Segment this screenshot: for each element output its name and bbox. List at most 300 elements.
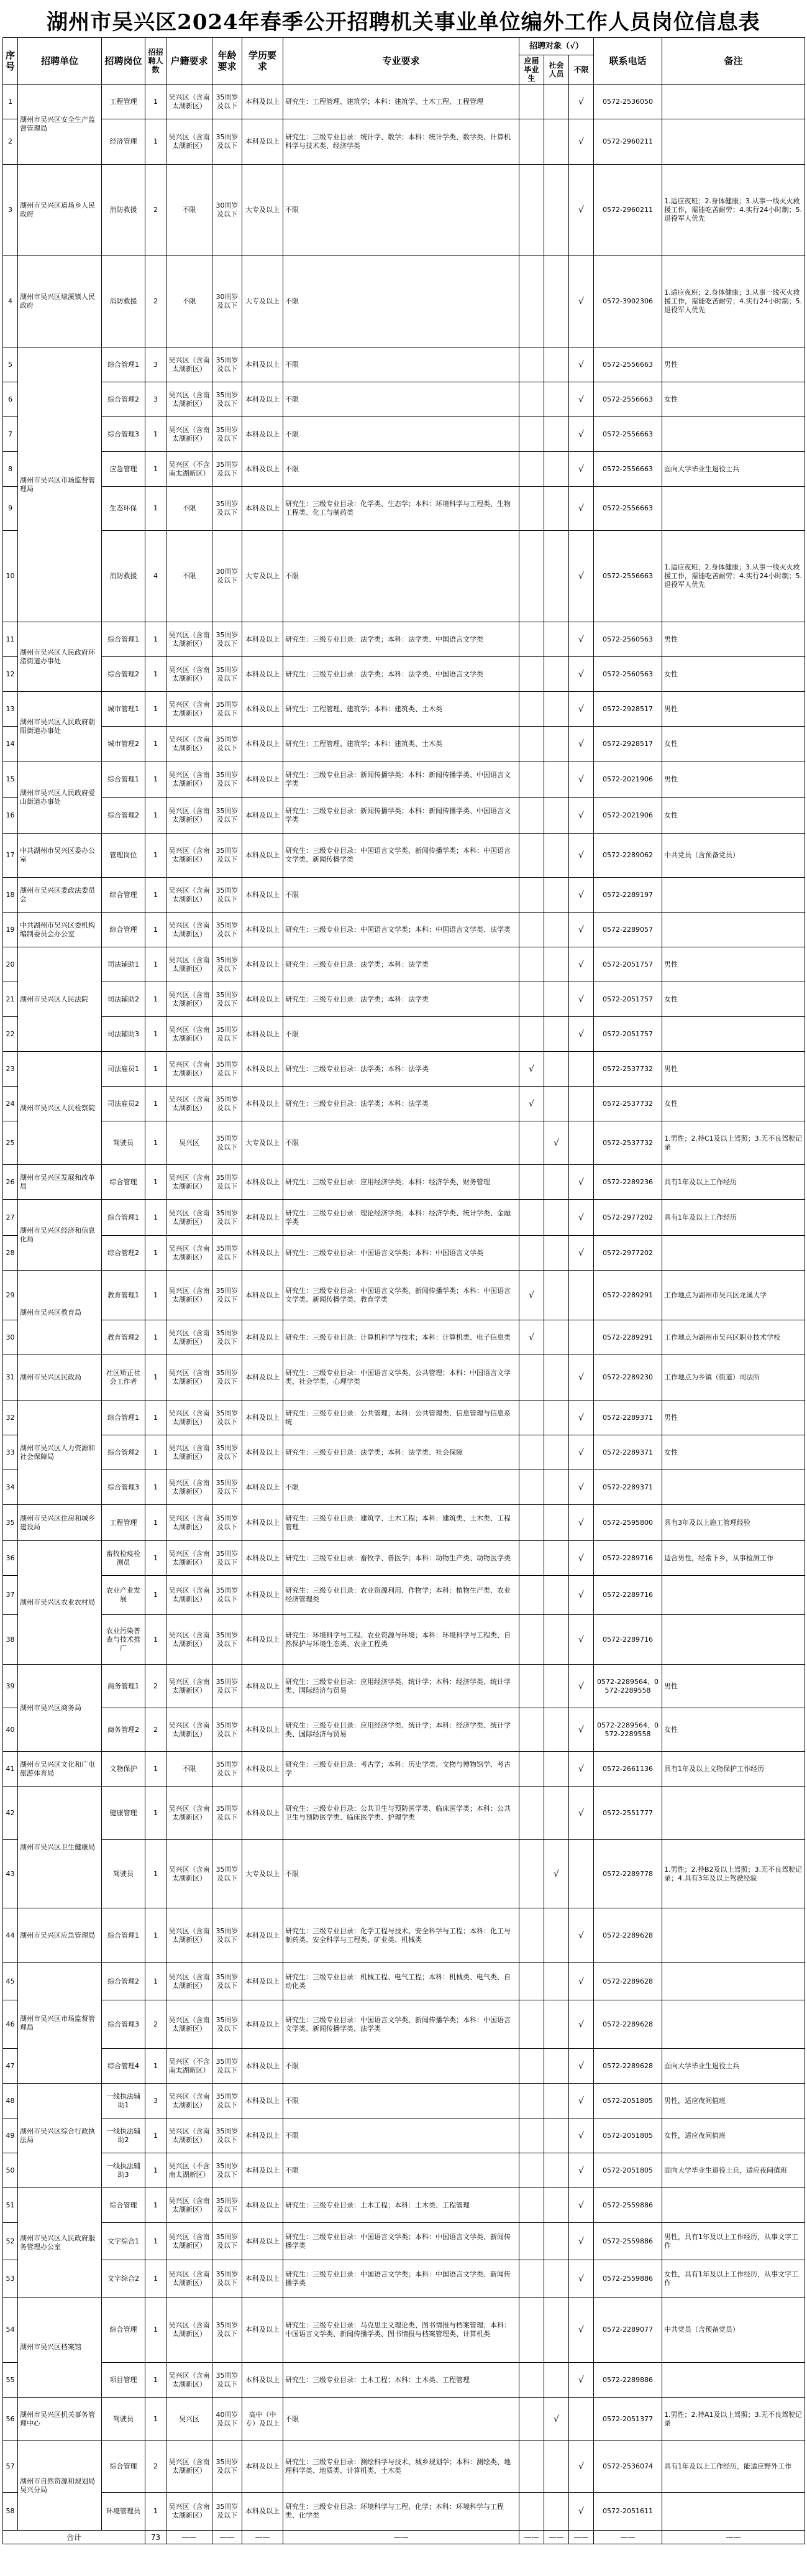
row-grad-check: √ <box>519 1087 544 1121</box>
row-hukou: 吴兴区（含南太湖新区） <box>166 2223 212 2260</box>
row-unlimited-check: √ <box>569 1470 594 1505</box>
row-edu: 本科及以上 <box>242 622 283 657</box>
total-row <box>3 2531 805 2544</box>
row-grad-check <box>519 1505 544 1541</box>
row-phone: 0572-2289628 <box>594 1908 662 1963</box>
row-age: 35周岁及以下 <box>212 1752 242 1787</box>
table-row <box>3 1708 805 1752</box>
row-edu: 本科及以上 <box>242 2493 283 2531</box>
row-edu: 本科及以上 <box>242 417 283 452</box>
row-age: 35周岁及以下 <box>212 982 242 1017</box>
row-age: 35周岁及以下 <box>212 2363 242 2398</box>
row-phone: 0572-2977202 <box>594 1236 662 1271</box>
row-num: 1 <box>145 85 166 119</box>
row-major: 研究生：三级专业目录：法学类；本科：法学类 <box>283 1052 519 1087</box>
row-unlimited-check <box>569 1052 594 1087</box>
row-phone: 0572-2595800 <box>594 1505 662 1541</box>
row-hukou: 吴兴区（含南太湖新区） <box>166 417 212 452</box>
row-edu: 本科及以上 <box>242 85 283 119</box>
row-social-check <box>544 1401 569 1435</box>
row-hukou: 吴兴区（含南太湖新区） <box>166 1435 212 1470</box>
row-edu: 本科及以上 <box>242 2363 283 2398</box>
row-phone: 0572-2289564、0572-2289558 <box>594 1665 662 1708</box>
row-remark: 男性 <box>662 622 805 657</box>
row-age: 35周岁及以下 <box>212 382 242 417</box>
table-row <box>3 2000 805 2049</box>
row-grad-check <box>519 1665 544 1708</box>
row-seq: 53 <box>3 2260 18 2298</box>
row-edu: 本科及以上 <box>242 727 283 761</box>
row-edu: 本科及以上 <box>242 2118 283 2153</box>
row-edu: 本科及以上 <box>242 119 283 165</box>
row-edu: 本科及以上 <box>242 1435 283 1470</box>
table-row <box>3 1355 805 1401</box>
row-post: 综合管理 <box>102 2188 145 2223</box>
row-remark: 工作地点为湖州市吴兴区职业技术学校 <box>662 1320 805 1355</box>
row-post: 文字综合2 <box>102 2260 145 2298</box>
row-age: 35周岁及以下 <box>212 2298 242 2363</box>
row-grad-check <box>519 85 544 119</box>
row-major: 研究生：三级专业目录：法学类；本科：法学类、中国语言文学类 <box>283 657 519 692</box>
row-seq: 2 <box>3 119 18 165</box>
row-social-check <box>544 761 569 798</box>
row-seq: 31 <box>3 1355 18 1401</box>
row-major: 研究生：三级专业目录：法学类；本科：法学类、中国语言文学类 <box>283 622 519 657</box>
row-major: 研究生：三级专业目录：理论经济学类；本科：经济学类、统计学类、金融学类 <box>283 1200 519 1236</box>
row-unlimited-check: √ <box>569 256 594 347</box>
row-seq: 49 <box>3 2118 18 2153</box>
row-grad-check <box>519 382 544 417</box>
row-social-check <box>544 1708 569 1752</box>
row-hukou: 吴兴区（含南太湖新区） <box>166 1787 212 1840</box>
row-social-check <box>544 834 569 878</box>
row-post: 综合管理1 <box>102 1200 145 1236</box>
row-unit: 湖州市吴兴区安全生产监督管理局 <box>18 85 102 165</box>
total-social-dash: —— <box>544 2531 569 2544</box>
row-unit: 湖州市吴兴区人民检察院 <box>18 1052 102 1165</box>
row-hukou: 吴兴区（含南太湖新区） <box>166 1017 212 1052</box>
row-seq: 58 <box>3 2493 18 2531</box>
row-phone: 0572-2960211 <box>594 165 662 256</box>
row-grad-check <box>519 1615 544 1665</box>
row-unlimited-check: √ <box>569 1236 594 1271</box>
row-unit: 湖州市吴兴区卫生健康局 <box>18 1787 102 1908</box>
row-social-check <box>544 256 569 347</box>
row-seq: 44 <box>3 1908 18 1963</box>
row-remark: 具有1年及以上文物保护工作经历 <box>662 1752 805 1787</box>
row-major: 不限 <box>283 1470 519 1505</box>
table-body <box>3 85 805 2544</box>
row-hukou: 吴兴区 <box>166 2398 212 2441</box>
row-seq: 20 <box>3 947 18 982</box>
row-hukou: 吴兴区（含南太湖新区） <box>166 1401 212 1435</box>
row-seq: 27 <box>3 1200 18 1236</box>
row-remark: 女性 <box>662 382 805 417</box>
row-social-check: √ <box>544 1121 569 1165</box>
row-edu: 大专及以上 <box>242 531 283 622</box>
row-remark <box>662 1017 805 1052</box>
row-age: 35周岁及以下 <box>212 1708 242 1752</box>
row-phone: 0572-2021906 <box>594 761 662 798</box>
row-post: 一线执法辅助3 <box>102 2153 145 2188</box>
row-unlimited-check: √ <box>569 1752 594 1787</box>
row-phone: 0572-2536050 <box>594 85 662 119</box>
table-row <box>3 1200 805 1236</box>
row-major: 研究生：三级专业目录：法学类；本科：法学类、社会保障 <box>283 1435 519 1470</box>
row-social-check <box>544 85 569 119</box>
table-row <box>3 452 805 487</box>
row-remark: 女性 <box>662 657 805 692</box>
table-row <box>3 982 805 1017</box>
row-seq: 10 <box>3 531 18 622</box>
row-age: 30周岁及以下 <box>212 256 242 347</box>
total-unl-dash: —— <box>569 2531 594 2544</box>
row-remark <box>662 2188 805 2223</box>
row-post: 一线执法辅助2 <box>102 2118 145 2153</box>
table-row <box>3 878 805 913</box>
row-phone: 0572-2537732 <box>594 1052 662 1087</box>
row-phone: 0572-2051611 <box>594 2493 662 2531</box>
row-social-check <box>544 1787 569 1840</box>
row-num: 1 <box>145 452 166 487</box>
row-unlimited-check: √ <box>569 347 594 382</box>
row-age: 35周岁及以下 <box>212 1963 242 2000</box>
row-phone: 0572-2289077 <box>594 2298 662 2363</box>
row-unlimited-check: √ <box>569 1708 594 1752</box>
row-age: 35周岁及以下 <box>212 2223 242 2260</box>
row-post: 综合管理 <box>102 913 145 947</box>
row-social-check <box>544 1615 569 1665</box>
table-row <box>3 531 805 622</box>
row-major: 研究生：三级专业目录：计算机科学与技术；本科：计算机类、电子信息类 <box>283 1320 519 1355</box>
row-age: 35周岁及以下 <box>212 85 242 119</box>
row-edu: 本科及以上 <box>242 2223 283 2260</box>
row-post: 消防救援 <box>102 256 145 347</box>
row-major: 研究生：三级专业目录：环境科学与工程、化学；本科：环境科学与工程类、化学类 <box>283 2493 519 2531</box>
row-unit: 湖州市吴兴区文化和广电旅游体育局 <box>18 1752 102 1787</box>
row-edu: 本科及以上 <box>242 1708 283 1752</box>
row-grad-check <box>519 1165 544 1200</box>
row-post: 综合管理2 <box>102 1963 145 2000</box>
row-social-check <box>544 1665 569 1708</box>
row-num: 1 <box>145 1615 166 1665</box>
row-phone: 0572-2289057 <box>594 913 662 947</box>
table-row <box>3 1615 805 1665</box>
row-edu: 本科及以上 <box>242 2298 283 2363</box>
row-grad-check <box>519 2188 544 2223</box>
row-social-check <box>544 1087 569 1121</box>
row-major: 不限 <box>283 2153 519 2188</box>
row-remark: 具有1年及以上工作经历 <box>662 1165 805 1200</box>
header-age: 年龄要求 <box>212 38 242 85</box>
row-num: 1 <box>145 761 166 798</box>
row-seq: 43 <box>3 1840 18 1908</box>
row-unlimited-check: √ <box>569 761 594 798</box>
row-edu: 本科及以上 <box>242 487 283 531</box>
row-edu: 本科及以上 <box>242 1320 283 1355</box>
row-num: 1 <box>145 1435 166 1470</box>
row-phone: 0572-3902306 <box>594 256 662 347</box>
row-unit: 湖州市吴兴区市场监督管理局 <box>18 347 102 622</box>
row-age: 35周岁及以下 <box>212 2153 242 2188</box>
row-remark: 适合男性，经常下乡，从事检测工作 <box>662 1541 805 1576</box>
row-remark: 男性 <box>662 1052 805 1087</box>
row-age: 35周岁及以下 <box>212 1200 242 1236</box>
row-unlimited-check: √ <box>569 1200 594 1236</box>
row-grad-check <box>519 727 544 761</box>
row-unlimited-check: √ <box>569 1435 594 1470</box>
row-grad-check <box>519 1541 544 1576</box>
row-remark: 面向大学毕业生退役士兵 <box>662 452 805 487</box>
row-hukou: 吴兴区（不含南太湖新区） <box>166 452 212 487</box>
row-post: 综合管理 <box>102 2441 145 2493</box>
row-num: 1 <box>145 487 166 531</box>
row-grad-check <box>519 1963 544 2000</box>
row-phone: 0572-2556663 <box>594 531 662 622</box>
row-post: 综合管理3 <box>102 417 145 452</box>
row-major: 研究生：三级专业目录：中国语言文学类、新闻传播学类；本科：中国语言文学类、新闻传播学类 <box>283 834 519 878</box>
row-edu: 高中（中专）及以上 <box>242 2398 283 2441</box>
row-major: 研究生：三级专业目录：中国语言文学类、新闻传播学类；本科：中国语言文学类、新闻传播学类、法学类 <box>283 2000 519 2049</box>
row-seq: 12 <box>3 657 18 692</box>
table-row <box>3 417 805 452</box>
row-unlimited-check: √ <box>569 834 594 878</box>
row-post: 综合管理1 <box>102 761 145 798</box>
row-post: 综合管理1 <box>102 1908 145 1963</box>
row-edu: 本科及以上 <box>242 1787 283 1840</box>
row-phone: 0572-2051805 <box>594 2084 662 2118</box>
row-major: 研究生：三级专业目录：法学类；本科：法学类 <box>283 1087 519 1121</box>
row-grad-check <box>519 1908 544 1963</box>
row-num: 2 <box>145 1665 166 1708</box>
row-grad-check <box>519 1121 544 1165</box>
row-grad-check <box>519 657 544 692</box>
row-hukou: 吴兴区（含南太湖新区） <box>166 2000 212 2049</box>
row-grad-check <box>519 913 544 947</box>
row-hukou: 吴兴区（含南太湖新区） <box>166 1165 212 1200</box>
row-post: 综合管理 <box>102 878 145 913</box>
row-remark: 具有1年及以上工作经历，能适应野外工作 <box>662 2441 805 2493</box>
row-grad-check <box>519 1435 544 1470</box>
row-major: 研究生：三级专业目录：测绘科学与技术、城乡规划学；本科：测绘类、地理科学类、地质类、计算机类、土木类 <box>283 2441 519 2493</box>
total-phone-dash: —— <box>594 2531 662 2544</box>
row-social-check <box>544 1576 569 1615</box>
row-major: 研究生：三级专业目录：土木工程；本科：土木类、工程管理 <box>283 2363 519 2398</box>
row-grad-check <box>519 1708 544 1752</box>
row-major: 研究生：三级专业目录：农业资源利用、作物学；本科：植物生产类、农业经济管理类 <box>283 1576 519 1615</box>
row-major: 研究生：三级专业目录：应用经济学类、统计学；本科：经济学类、统计学类、国际经济与贸易 <box>283 1665 519 1708</box>
row-grad-check <box>519 452 544 487</box>
row-num: 1 <box>145 1752 166 1787</box>
table-row <box>3 913 805 947</box>
row-seq: 7 <box>3 417 18 452</box>
row-remark: 具有1年及以上工作经历 <box>662 1200 805 1236</box>
row-major: 不限 <box>283 2084 519 2118</box>
row-social-check <box>544 382 569 417</box>
row-hukou: 吴兴区（含南太湖新区） <box>166 382 212 417</box>
row-phone: 0572-2560563 <box>594 657 662 692</box>
row-social-check <box>544 1052 569 1087</box>
recruitment-table <box>2 37 805 2544</box>
row-unit: 湖州市吴兴区人力资源和社会保障局 <box>18 1401 102 1505</box>
row-major: 不限 <box>283 1840 519 1908</box>
row-edu: 本科及以上 <box>242 2049 283 2084</box>
row-remark: 女性 <box>662 1087 805 1121</box>
table-row <box>3 487 805 531</box>
row-remark: 女性，适应夜间值班 <box>662 2118 805 2153</box>
row-num: 1 <box>145 2153 166 2188</box>
table-row <box>3 798 805 834</box>
row-num: 1 <box>145 1505 166 1541</box>
row-edu: 本科及以上 <box>242 913 283 947</box>
row-remark <box>662 913 805 947</box>
row-num: 1 <box>145 1052 166 1087</box>
row-seq: 16 <box>3 798 18 834</box>
row-remark: 1.男性；2.持B2及以上驾照；3.无不良驾驶记录；4.具有3年及以上驾驶经验 <box>662 1840 805 1908</box>
row-grad-check <box>519 622 544 657</box>
row-hukou: 吴兴区（含南太湖新区） <box>166 2188 212 2223</box>
row-edu: 大专及以上 <box>242 165 283 256</box>
row-num: 1 <box>145 2118 166 2153</box>
row-num: 1 <box>145 417 166 452</box>
table-row <box>3 2363 805 2398</box>
row-hukou: 吴兴区（含南太湖新区） <box>166 692 212 727</box>
row-hukou: 吴兴区（含南太湖新区） <box>166 1236 212 1271</box>
table-row <box>3 692 805 727</box>
row-major: 研究生：三级专业目录：应用经济学类；本科：经济学类、财务管理 <box>283 1165 519 1200</box>
row-phone: 0572-2537732 <box>594 1121 662 1165</box>
row-grad-check <box>519 2298 544 2363</box>
row-num: 1 <box>145 1908 166 1963</box>
row-edu: 本科及以上 <box>242 1505 283 1541</box>
row-grad-check <box>519 2153 544 2188</box>
row-unit: 湖州市吴兴区人民政府爱山街道办事处 <box>18 761 102 834</box>
table-row <box>3 2298 805 2363</box>
row-hukou: 吴兴区（含南太湖新区） <box>166 1200 212 1236</box>
header-hukou: 户籍要求 <box>166 38 212 85</box>
row-age: 30周岁及以下 <box>212 531 242 622</box>
row-unlimited-check: √ <box>569 692 594 727</box>
row-phone: 0572-2051757 <box>594 982 662 1017</box>
row-phone: 0572-2556663 <box>594 417 662 452</box>
row-phone: 0572-2051757 <box>594 1017 662 1052</box>
row-major: 研究生：工程管理、建筑学；本科：建筑类、土木类 <box>283 692 519 727</box>
row-unlimited-check: √ <box>569 1787 594 1840</box>
row-major: 研究生：三级专业目录：土木工程；本科：土木类、工程管理 <box>283 2188 519 2223</box>
row-unlimited-check <box>569 1121 594 1165</box>
row-social-check <box>544 1505 569 1541</box>
table-row <box>3 1121 805 1165</box>
row-remark: 工作地点为湖州市吴兴区龙溪大学 <box>662 1271 805 1320</box>
row-unit: 湖州市吴兴区人民政府服务管理办公室 <box>18 2188 102 2298</box>
row-unit: 湖州市吴兴区经济和信息化局 <box>18 1200 102 1271</box>
row-num: 1 <box>145 119 166 165</box>
row-seq: 4 <box>3 256 18 347</box>
row-social-check <box>544 622 569 657</box>
row-edu: 本科及以上 <box>242 1541 283 1576</box>
row-num: 1 <box>145 622 166 657</box>
row-seq: 55 <box>3 2363 18 2398</box>
row-edu: 本科及以上 <box>242 1665 283 1708</box>
row-major: 不限 <box>283 1017 519 1052</box>
row-post: 驾驶员 <box>102 1121 145 1165</box>
row-major: 研究生：三级专业目录：化学工程与技术、安全科学与工程；本科：化工与制药类、安全科学与工程类、矿业类、机械类 <box>283 1908 519 1963</box>
row-seq: 5 <box>3 347 18 382</box>
row-phone: 0572-2559886 <box>594 2260 662 2298</box>
row-num: 1 <box>145 692 166 727</box>
row-social-check <box>544 2049 569 2084</box>
row-social-check <box>544 531 569 622</box>
row-post: 文物保护 <box>102 1752 145 1787</box>
row-social-check <box>544 487 569 531</box>
row-num: 1 <box>145 1576 166 1615</box>
row-unit: 湖州市吴兴区道场乡人民政府 <box>18 165 102 256</box>
header-phone: 联系电话 <box>594 38 662 85</box>
row-phone: 0572-2021906 <box>594 798 662 834</box>
row-seq: 1 <box>3 85 18 119</box>
row-seq: 37 <box>3 1576 18 1615</box>
row-social-check <box>544 2188 569 2223</box>
row-phone: 0572-2551777 <box>594 1787 662 1840</box>
row-grad-check <box>519 2398 544 2441</box>
row-grad-check <box>519 119 544 165</box>
row-unlimited-check <box>569 1271 594 1320</box>
row-remark: 男性 <box>662 692 805 727</box>
row-age: 35周岁及以下 <box>212 347 242 382</box>
table-row <box>3 1017 805 1052</box>
total-edu-dash: —— <box>242 2531 283 2544</box>
row-hukou: 吴兴区（含南太湖新区） <box>166 85 212 119</box>
row-remark: 女性 <box>662 727 805 761</box>
row-num: 4 <box>145 531 166 622</box>
row-num: 1 <box>145 2049 166 2084</box>
row-major: 不限 <box>283 2118 519 2153</box>
row-hukou: 吴兴区（含南太湖新区） <box>166 1087 212 1121</box>
row-seq: 42 <box>3 1787 18 1840</box>
row-major: 研究生：三级专业目录：考古学；本科：历史学类、文物与博物馆学、考古学 <box>283 1752 519 1787</box>
row-phone: 0572-2051805 <box>594 2118 662 2153</box>
row-major: 研究生：环境科学与工程、农业资源与环境；本科：环境科学与工程类、自然保护与环境生态类、农业工程类 <box>283 1615 519 1665</box>
row-remark: 男性 <box>662 761 805 798</box>
table-row <box>3 1401 805 1435</box>
row-seq: 11 <box>3 622 18 657</box>
row-phone: 0572-2559886 <box>594 2223 662 2260</box>
row-age: 35周岁及以下 <box>212 2000 242 2049</box>
row-remark <box>662 2363 805 2398</box>
row-major: 研究生：三级专业目录：法学类；本科：法学类 <box>283 947 519 982</box>
row-unit: 湖州市吴兴区教育局 <box>18 1271 102 1355</box>
table-row <box>3 1665 805 1708</box>
row-unlimited-check: √ <box>569 1165 594 1200</box>
row-remark: 面向大学毕业生退役士兵 <box>662 2049 805 2084</box>
row-social-check <box>544 417 569 452</box>
row-major: 研究生：三级专业目录：中国语言文学类；本科：中国语言文学类、法学类 <box>283 913 519 947</box>
row-num: 1 <box>145 878 166 913</box>
row-age: 35周岁及以下 <box>212 1787 242 1840</box>
row-post: 司法雇员1 <box>102 1052 145 1087</box>
row-unlimited-check: √ <box>569 2493 594 2531</box>
row-unit: 湖州市吴兴区机关事务管理中心 <box>18 2398 102 2441</box>
row-unlimited-check <box>569 1840 594 1908</box>
row-edu: 本科及以上 <box>242 1355 283 1401</box>
row-num: 2 <box>145 165 166 256</box>
row-grad-check <box>519 947 544 982</box>
row-hukou: 不限 <box>166 1752 212 1787</box>
row-phone: 0572-2556663 <box>594 382 662 417</box>
row-social-check <box>544 1908 569 1963</box>
row-unit: 中共湖州市吴兴区委办公室 <box>18 834 102 878</box>
row-grad-check <box>519 1752 544 1787</box>
